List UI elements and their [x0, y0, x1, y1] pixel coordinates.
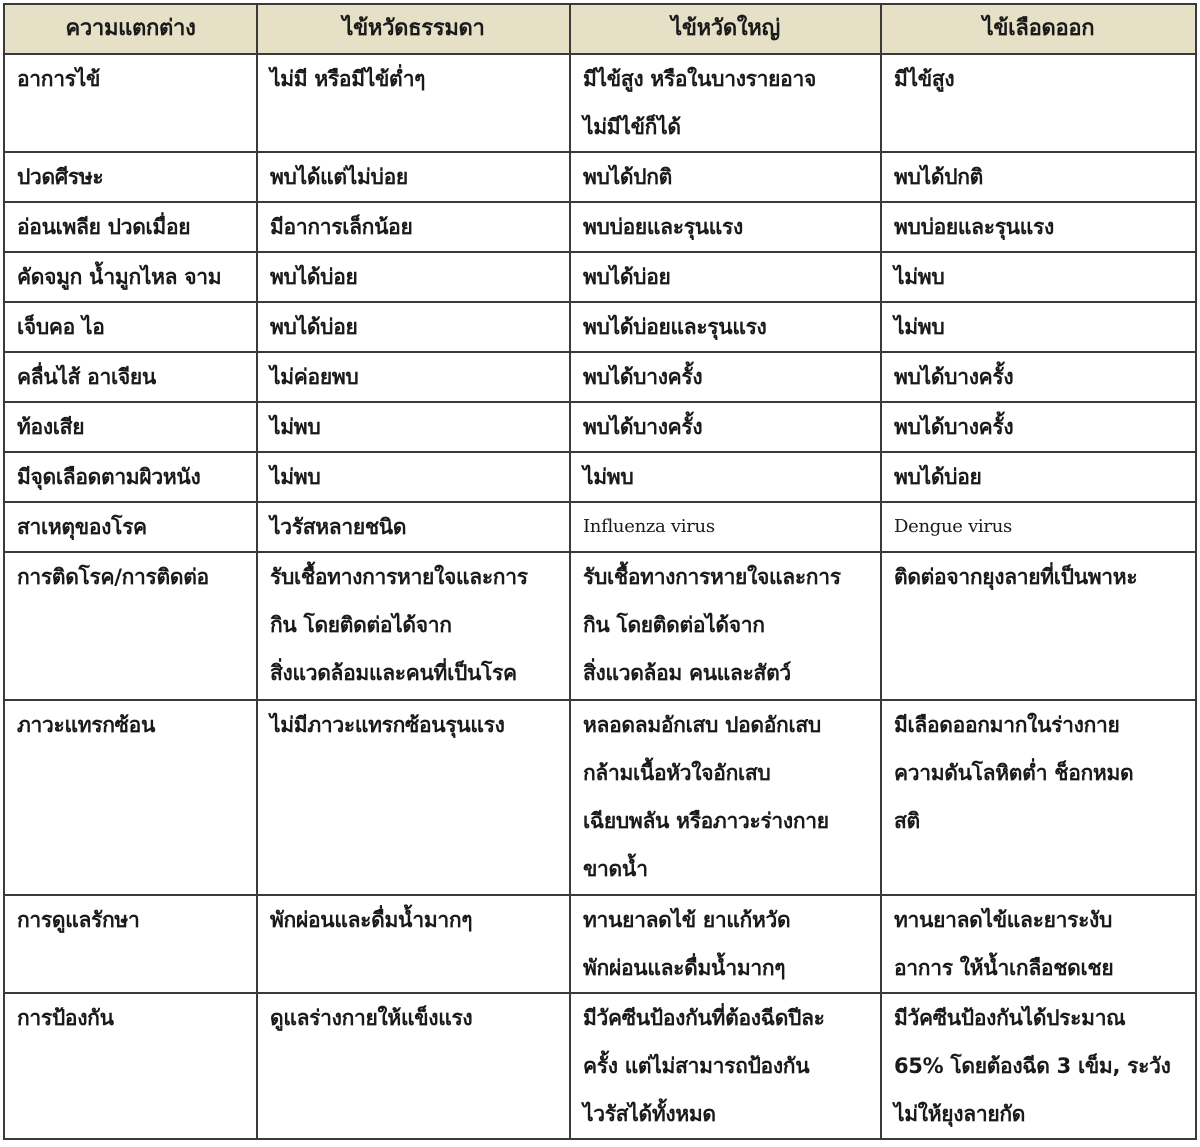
cell-line: หลอดลมอักเสบ ปอดอักเสบ [583, 713, 821, 737]
table-row [4, 993, 1196, 1139]
cell-line: มีไข้สูง หรือในบางรายอาจ [583, 67, 816, 91]
cell-dengue: พบได้ปกติ [881, 152, 1196, 202]
table-row [4, 152, 1196, 202]
cell-common-cold [257, 552, 570, 700]
cell-influenza: พบได้บ่อยและรุนแรง [570, 302, 881, 352]
cell-influenza [570, 895, 881, 993]
cell-common-cold: พบได้บ่อย [257, 252, 570, 302]
cell-dengue [881, 993, 1196, 1139]
cell-line: กล้ามเนื้อหัวใจอักเสบ [583, 761, 771, 785]
cell-line: พักผ่อนและดื่มน้ำมากๆ [270, 908, 473, 932]
cell-dengue: ไม่พบ [881, 302, 1196, 352]
cell-influenza: พบได้บางครั้ง [570, 402, 881, 452]
row-label: สาเหตุของโรค [4, 502, 257, 552]
cell-influenza [570, 993, 881, 1139]
cell-common-cold [257, 993, 570, 1139]
comparison-table-container [3, 3, 1195, 1143]
cell-dengue: Dengue virus [881, 502, 1196, 552]
row-label: การดูแลรักษา [4, 895, 257, 993]
cell-influenza: พบได้บางครั้ง [570, 352, 881, 402]
cell-line: กิน โดยติดต่อได้จาก [270, 613, 452, 637]
row-label: อ่อนเพลีย ปวดเมื่อย [4, 202, 257, 252]
header-influenza: ไข้หวัดใหญ่ [570, 4, 881, 54]
row-label: คลื่นไส้ อาเจียน [4, 352, 257, 402]
table-row [4, 502, 1196, 552]
cell-line: ไม่ให้ยุงลายกัด [894, 1102, 1026, 1126]
cell-line: ไวรัสได้ทั้งหมด [583, 1102, 716, 1126]
cell-dengue: พบได้บางครั้ง [881, 352, 1196, 402]
cell-line: มีไข้สูง [894, 67, 955, 91]
cell-influenza: ไม่พบ [570, 452, 881, 502]
header-common-cold: ไข้หวัดธรรมดา [257, 4, 570, 54]
table-row [4, 202, 1196, 252]
cell-line: มีเลือดออกมากในร่างกาย [894, 713, 1120, 737]
cell-common-cold [257, 54, 570, 152]
cell-common-cold [257, 700, 570, 895]
cell-line: สติ [894, 809, 920, 833]
cell-dengue: พบได้บางครั้ง [881, 402, 1196, 452]
cell-line: เฉียบพลัน หรือภาวะร่างกาย [583, 809, 829, 833]
table-row [4, 352, 1196, 402]
cell-line: รับเชื้อทางการหายใจและการ [583, 565, 841, 589]
cell-dengue [881, 54, 1196, 152]
row-label: เจ็บคอ ไอ [4, 302, 257, 352]
table-row [4, 452, 1196, 502]
row-label: การป้องกัน [4, 993, 257, 1139]
cell-influenza [570, 700, 881, 895]
cell-influenza: Influenza virus [570, 502, 881, 552]
cell-dengue [881, 700, 1196, 895]
cell-common-cold: ไม่ค่อยพบ [257, 352, 570, 402]
row-label: ท้องเสีย [4, 402, 257, 452]
cell-line: มีวัคซีนป้องกันได้ประมาณ [894, 1006, 1126, 1030]
cell-influenza: พบได้ปกติ [570, 152, 881, 202]
header-differences: ความแตกต่าง [4, 4, 257, 54]
cell-common-cold: ไม่พบ [257, 452, 570, 502]
cell-line: ขาดน้ำ [583, 857, 648, 881]
cell-dengue: ไม่พบ [881, 252, 1196, 302]
cell-line: ทานยาลดไข้ ยาแก้หวัด [583, 908, 791, 932]
row-label: ปวดศีรษะ [4, 152, 257, 202]
cell-influenza: พบบ่อยและรุนแรง [570, 202, 881, 252]
table-row [4, 252, 1196, 302]
cell-line: มีวัคซีนป้องกันที่ต้องฉีดปีละ [583, 1006, 825, 1030]
cell-dengue: พบได้บ่อย [881, 452, 1196, 502]
table-row [4, 552, 1196, 700]
cell-line: รับเชื้อทางการหายใจและการ [270, 565, 528, 589]
cell-dengue [881, 552, 1196, 700]
cell-dengue: พบบ่อยและรุนแรง [881, 202, 1196, 252]
table-row [4, 895, 1196, 993]
cell-common-cold: พบได้บ่อย [257, 302, 570, 352]
cell-common-cold: ไวรัสหลายชนิด [257, 502, 570, 552]
cell-line: ไม่มีภาวะแทรกซ้อนรุนแรง [270, 713, 505, 737]
cell-line: ติดต่อจากยุงลายที่เป็นพาหะ [894, 565, 1138, 589]
cell-dengue [881, 895, 1196, 993]
cell-line: ความดันโลหิตต่ำ ช็อกหมด [894, 761, 1134, 785]
cell-influenza [570, 552, 881, 700]
table-row [4, 700, 1196, 895]
table-header-row [4, 4, 1196, 54]
cell-line: ไม่มีไข้ก็ได้ [583, 115, 681, 139]
cell-influenza: พบได้บ่อย [570, 252, 881, 302]
cell-line: กิน โดยติดต่อได้จาก [583, 613, 765, 637]
cell-line: สิ่งแวดล้อมและคนที่เป็นโรค [270, 661, 517, 685]
cell-common-cold: ไม่พบ [257, 402, 570, 452]
row-label: คัดจมูก น้ำมูกไหล จาม [4, 252, 257, 302]
cell-influenza [570, 54, 881, 152]
table-row [4, 402, 1196, 452]
cell-line: อาการ ให้น้ำเกลือชดเชย [894, 956, 1114, 980]
header-dengue: ไข้เลือดออก [881, 4, 1196, 54]
row-label: มีจุดเลือดตามผิวหนัง [4, 452, 257, 502]
cell-line: สิ่งแวดล้อม คนและสัตว์ [583, 661, 791, 685]
cell-line: พักผ่อนและดื่มน้ำมากๆ [583, 956, 786, 980]
cell-line: ไม่มี หรือมีไข้ต่ำๆ [270, 67, 426, 91]
row-label: การติดโรค/การติดต่อ [4, 552, 257, 700]
cell-line: ทานยาลดไข้และยาระงับ [894, 908, 1113, 932]
table-row [4, 54, 1196, 152]
row-label: อาการไข้ [4, 54, 257, 152]
cell-line: ครั้ง แต่ไม่สามารถป้องกัน [583, 1054, 810, 1078]
table-row [4, 302, 1196, 352]
cell-line: 65% โดยต้องฉีด 3 เข็ม, ระวัง [894, 1054, 1171, 1078]
row-label: ภาวะแทรกซ้อน [4, 700, 257, 895]
cell-common-cold [257, 895, 570, 993]
cell-line: ดูแลร่างกายให้แข็งแรง [270, 1006, 473, 1030]
cell-common-cold: มีอาการเล็กน้อย [257, 202, 570, 252]
cell-common-cold: พบได้แต่ไม่บ่อย [257, 152, 570, 202]
disease-comparison-table [3, 3, 1197, 1140]
